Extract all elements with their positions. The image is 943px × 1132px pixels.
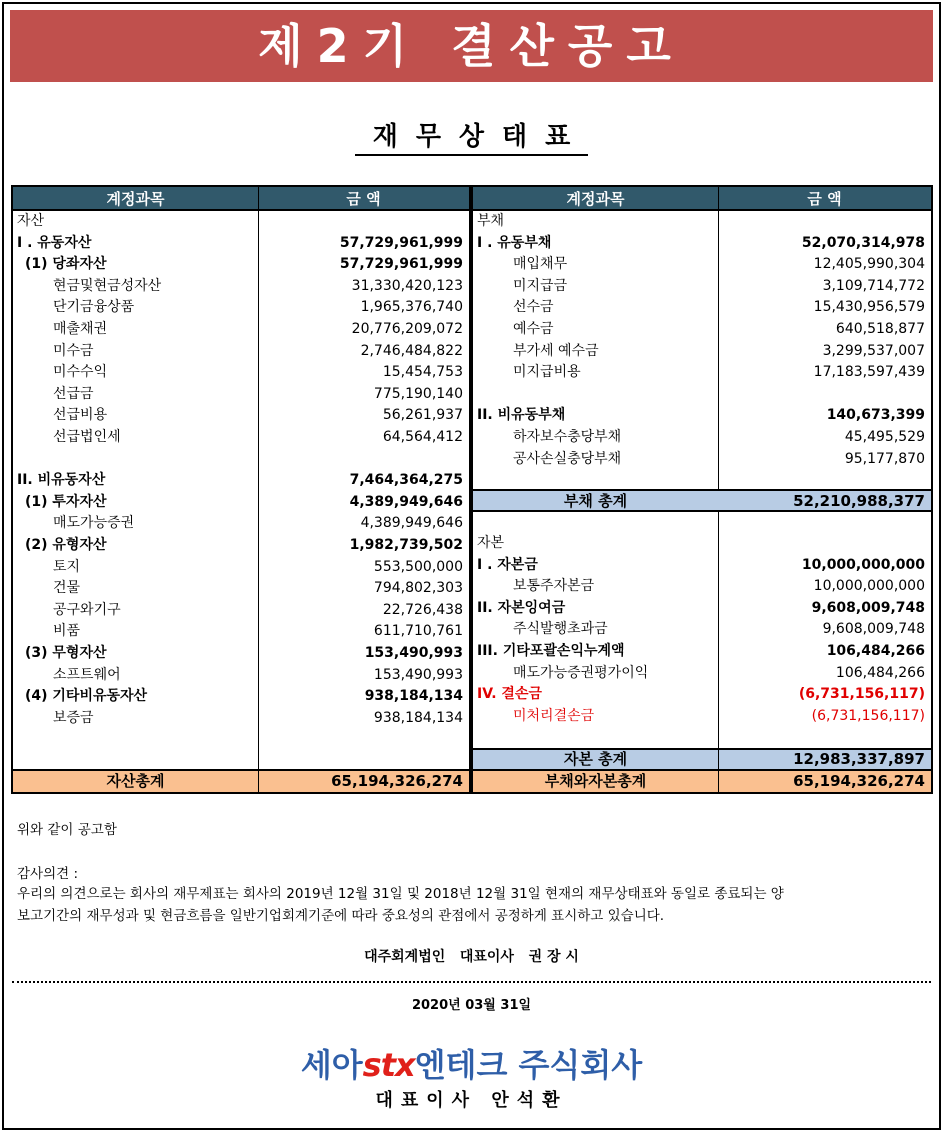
assets-total-label: 자산총계 [106, 772, 165, 790]
row-amount: 15,430,956,579 [813, 299, 925, 316]
liabilities-total-amount: 52,210,988,377 [793, 492, 925, 510]
row-amount: 153,490,993 [364, 644, 463, 661]
row-label: 미수수익 [53, 364, 108, 381]
row-amount: 10,000,000,000 [813, 578, 925, 595]
table-row [13, 535, 469, 557]
table-row [13, 297, 469, 319]
audit-opinion-line2: 보고기간의 재무성과 및 현금흐름을 일반기업회계기준에 따라 중요성의 관점에서 공정하게 표시하고 있습니다. [17, 908, 665, 924]
table-row [473, 449, 931, 471]
row-label: (3) 무형자산 [25, 644, 107, 661]
row-amount: 938,184,134 [373, 709, 463, 726]
liabilities-section-label [473, 211, 931, 233]
equity-total-amount: 12,983,337,897 [793, 750, 925, 768]
row-amount: 640,518,877 [835, 320, 925, 337]
assets-total-row [13, 769, 469, 792]
notice-text: 위와 같이 공고함 [17, 822, 117, 838]
row-amount: (6,731,156,117) [811, 707, 925, 724]
table-row [473, 276, 931, 298]
grand-total-amount: 65,194,326,274 [793, 772, 925, 790]
row-amount: 794,802,303 [373, 580, 463, 597]
row-label: (1) 투자자산 [25, 493, 107, 510]
table-row [473, 341, 931, 363]
row-amount: 938,184,134 [364, 688, 463, 705]
table-row [473, 576, 931, 598]
table-row [13, 643, 469, 665]
row-amount: 15,454,753 [382, 364, 463, 381]
row-label: I . 자본금 [477, 556, 538, 573]
row-label: IV. 결손금 [477, 686, 543, 703]
row-label: I . 유동자산 [17, 234, 92, 251]
row-label: 미처리결손금 [513, 707, 595, 724]
liabilities-equity-table [471, 185, 933, 794]
row-label: 건물 [53, 580, 81, 597]
row-amount: 4,389,949,646 [360, 515, 463, 532]
row-label: 매입채무 [513, 256, 568, 273]
row-label: 보증금 [53, 709, 94, 726]
table-row [473, 427, 931, 449]
table-row [473, 619, 931, 641]
row-amount: 3,299,537,007 [822, 342, 925, 359]
table-row [473, 319, 931, 341]
row-amount: 153,490,993 [373, 666, 463, 683]
audit-title: 감사의견 : [17, 866, 79, 882]
company-logo [0, 1040, 943, 1086]
row-label: I . 유동부채 [477, 234, 552, 251]
table-row [13, 254, 469, 276]
section-label: 자본 [477, 535, 505, 551]
table-row [473, 684, 931, 706]
row-amount: 17,183,597,439 [813, 364, 925, 381]
row-amount: 1,982,739,502 [349, 536, 463, 553]
row-amount: (6,731,156,117) [798, 686, 925, 703]
liabilities-total-label: 부채 총계 [563, 492, 628, 510]
table-row [13, 492, 469, 514]
row-label: 선급법인세 [53, 428, 121, 445]
table-row [473, 598, 931, 620]
totals-divider [718, 748, 719, 792]
row-label: 선급비용 [53, 407, 108, 424]
row-label: II. 비유동자산 [17, 472, 106, 489]
announcement-date: 2020년 03월 31일 [411, 998, 532, 1013]
row-label: 현금및현금성자산 [53, 277, 162, 294]
row-amount: 9,608,009,748 [822, 621, 925, 638]
row-amount: 64,564,412 [382, 428, 463, 445]
row-label: 하자보수충당부채 [513, 428, 622, 445]
row-amount: 2,746,484,822 [360, 342, 463, 359]
row-amount: 57,729,961,999 [339, 234, 463, 251]
assets-header-amount: 금 액 [258, 187, 469, 211]
row-label: 주식발행초과금 [513, 621, 608, 638]
row-amount: 106,484,266 [835, 664, 925, 681]
row-label: (2) 유형자산 [25, 536, 107, 553]
grand-total-row [473, 769, 931, 792]
table-row [473, 362, 931, 384]
table-row [473, 254, 931, 276]
table-row [13, 449, 469, 471]
liabilities-total-row [473, 489, 931, 512]
row-label: 비품 [53, 623, 81, 640]
table-row [473, 297, 931, 319]
table-row [473, 405, 931, 427]
table-row [13, 470, 469, 492]
table-row [13, 405, 469, 427]
row-label: 소프트웨어 [53, 666, 121, 683]
assets-table [11, 185, 471, 794]
row-label: 선수금 [513, 299, 554, 316]
table-row [13, 276, 469, 298]
row-amount: 553,500,000 [373, 558, 463, 575]
table-row [13, 578, 469, 600]
section-label: 부채 [477, 213, 505, 229]
table-row [13, 319, 469, 341]
table-row [473, 663, 931, 685]
dotted-divider [12, 981, 931, 983]
row-amount: 7,464,364,275 [349, 472, 463, 489]
row-label: 토지 [53, 558, 81, 575]
assets-section-label [13, 211, 469, 233]
row-amount: 1,965,376,740 [360, 299, 463, 316]
audit-opinion-line1: 우리의 의견으로는 회사의 재무제표는 회사의 2019년 12월 31일 및 2018년 12월 31일 현재의 재무상태표와 동일로 종료되는 양 [17, 886, 784, 902]
table-row [13, 665, 469, 687]
row-amount: 3,109,714,772 [822, 277, 925, 294]
banner-title: 제2기 결산공고 [10, 10, 933, 82]
grand-total-label: 부채와자본총계 [544, 772, 647, 790]
company-suffix: 엔테크 주식회사 [414, 1046, 643, 1084]
table-row [473, 555, 931, 577]
row-amount: 9,608,009,748 [811, 599, 925, 616]
row-amount: 140,673,399 [826, 407, 925, 424]
table-row [13, 686, 469, 708]
row-label: 매출채권 [53, 320, 108, 337]
row-amount: 611,710,761 [373, 623, 463, 640]
row-label: II. 자본잉여금 [477, 599, 566, 616]
table-row [13, 621, 469, 643]
row-amount: 95,177,870 [844, 450, 925, 467]
row-label: 부가세 예수금 [513, 342, 599, 359]
row-label: 미수금 [53, 342, 94, 359]
row-label: (1) 당좌자산 [25, 256, 107, 273]
row-label: 미지급금 [513, 277, 568, 294]
table-row [473, 641, 931, 663]
table-row [473, 233, 931, 255]
equity-section-label [473, 533, 931, 555]
row-label: 예수금 [513, 320, 554, 337]
row-amount: 4,389,949,646 [349, 493, 463, 510]
row-amount: 31,330,420,123 [351, 277, 463, 294]
row-amount: 52,070,314,978 [801, 234, 925, 251]
row-label: 매도가능증권 [53, 515, 135, 532]
row-label: 보통주자본금 [513, 578, 595, 595]
liab-header-account: 계정과목 [473, 187, 718, 211]
table-row [13, 233, 469, 255]
assets-header-account: 계정과목 [13, 187, 258, 211]
section-label: 자산 [17, 213, 45, 229]
row-label: 미지급비용 [513, 364, 581, 381]
company-stx: stx [362, 1046, 415, 1084]
row-amount: 12,405,990,304 [813, 256, 925, 273]
statement-title [0, 116, 943, 153]
liab-header-amount: 금 액 [718, 187, 931, 211]
table-row [13, 362, 469, 384]
row-label: 단기금융상품 [53, 299, 135, 316]
table-row [13, 513, 469, 535]
table-row [473, 706, 931, 728]
table-row [13, 557, 469, 579]
row-amount: 45,495,529 [844, 428, 925, 445]
row-label: 공사손실충당부채 [513, 450, 622, 467]
row-label: 매도가능증권평가이익 [513, 664, 649, 681]
table-row [13, 600, 469, 622]
row-amount: 775,190,140 [373, 385, 463, 402]
row-label: III. 기타포괄손익누계액 [477, 642, 625, 659]
row-amount: 106,484,266 [826, 642, 925, 659]
assets-total-divider [258, 769, 259, 792]
table-row [13, 341, 469, 363]
row-label: 선급금 [53, 385, 94, 402]
row-amount: 22,726,438 [382, 601, 463, 618]
equity-total-label: 자본 총계 [563, 750, 628, 768]
table-row [473, 384, 931, 406]
equity-total-row [473, 748, 931, 770]
statement-title-text: 재무상태표 [355, 122, 589, 156]
table-row [13, 708, 469, 730]
row-label: II. 비유동부채 [477, 407, 566, 424]
row-amount: 20,776,209,072 [351, 320, 463, 337]
company-prefix: 세아 [300, 1046, 363, 1084]
row-amount: 57,729,961,999 [339, 256, 463, 273]
table-row [13, 427, 469, 449]
row-amount: 10,000,000,000 [801, 556, 925, 573]
table-row [13, 384, 469, 406]
row-label: 공구와기구 [53, 601, 121, 618]
auditor-signature: 대주회계법인 대표이사 권 장 시 [364, 949, 579, 965]
assets-total-amount: 65,194,326,274 [331, 772, 463, 790]
row-label: (4) 기타비유동자산 [25, 688, 148, 705]
ceo-name: 대표이사 안석환 [375, 1090, 568, 1111]
row-amount: 56,261,937 [382, 407, 463, 424]
